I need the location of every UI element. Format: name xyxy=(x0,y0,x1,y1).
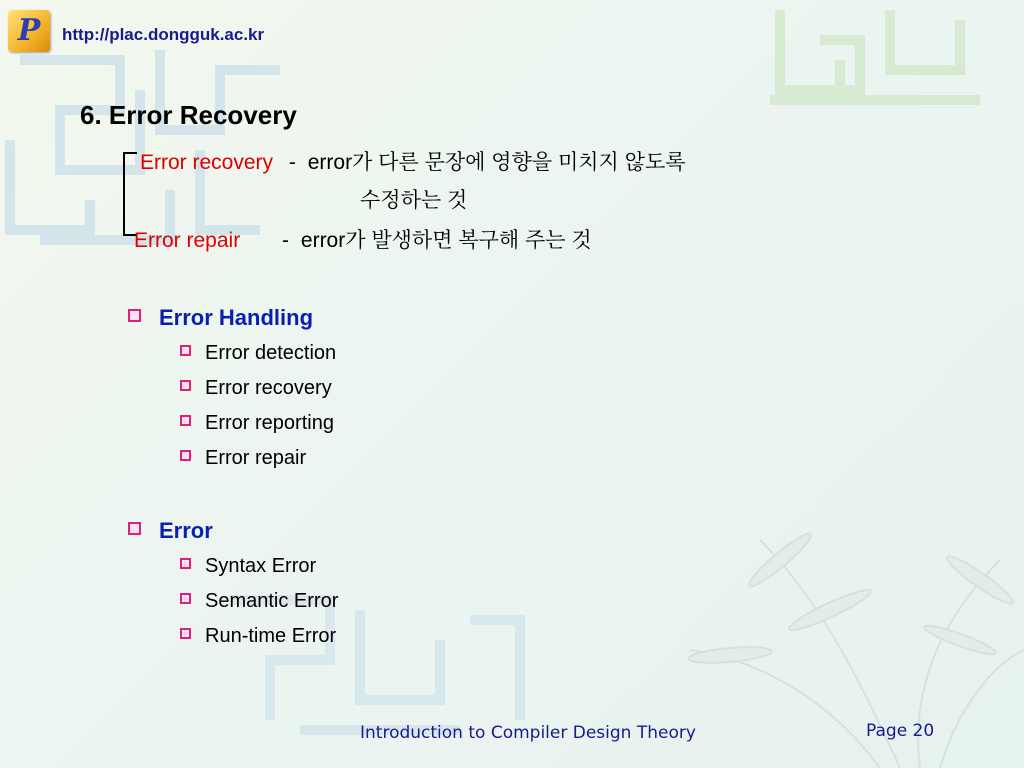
list-item-label: Error detection xyxy=(205,342,337,364)
definition-term: Error recovery xyxy=(140,151,274,174)
letter-p-logo xyxy=(8,10,50,52)
square-bullet-icon xyxy=(180,593,191,604)
footer-course-title: Introduction to Compiler Design Theory xyxy=(360,723,696,743)
list-item-label: Run-time Error xyxy=(205,625,337,647)
square-bullet-icon xyxy=(180,558,191,569)
slide-title: 6. Error Recovery xyxy=(80,100,297,130)
definition-description-continued: 수정하는 것 xyxy=(360,189,468,212)
definition-row-repair xyxy=(134,224,592,254)
list-item xyxy=(180,447,306,470)
square-bullet-icon xyxy=(128,522,141,535)
maze-pattern-right xyxy=(770,10,980,100)
definition-separator: - xyxy=(288,151,296,174)
list-item xyxy=(180,412,334,435)
list-item-label: Syntax Error xyxy=(205,555,317,577)
list-item-label: Error repair xyxy=(205,447,307,469)
site-url: http://plac.dongguk.ac.kr xyxy=(62,25,265,44)
list-item xyxy=(180,590,338,613)
square-bullet-icon xyxy=(180,380,191,391)
section-heading-error-handling xyxy=(128,305,313,331)
maze-pattern-bottom xyxy=(230,600,520,730)
list-item xyxy=(180,377,332,400)
definition-separator: - xyxy=(282,229,290,252)
list-item xyxy=(180,555,316,578)
section-heading-label: Error Handling xyxy=(159,305,314,330)
square-bullet-icon xyxy=(180,345,191,356)
logo-letter: P xyxy=(17,13,41,48)
square-bullet-icon xyxy=(180,450,191,461)
square-bullet-icon xyxy=(128,309,141,322)
page-number: Page 20 xyxy=(866,721,935,741)
grass-decoration xyxy=(688,529,1024,768)
definition-description: error가 다른 문장에 영향을 미치지 않도록 xyxy=(307,151,686,174)
definition-description: error가 발생하면 복구해 주는 것 xyxy=(300,229,592,252)
definition-term: Error repair xyxy=(134,229,241,252)
list-item-label: Error recovery xyxy=(205,377,332,399)
list-item xyxy=(180,625,336,648)
list-item-label: Error reporting xyxy=(205,412,334,434)
section-heading-label: Error xyxy=(159,518,213,543)
definition-row-recovery xyxy=(140,146,686,176)
list-item-label: Semantic Error xyxy=(205,590,339,612)
list-item xyxy=(180,342,336,365)
square-bullet-icon xyxy=(180,628,191,639)
square-bullet-icon xyxy=(180,415,191,426)
section-heading-error xyxy=(128,518,213,544)
maze-pattern-left xyxy=(10,50,280,240)
